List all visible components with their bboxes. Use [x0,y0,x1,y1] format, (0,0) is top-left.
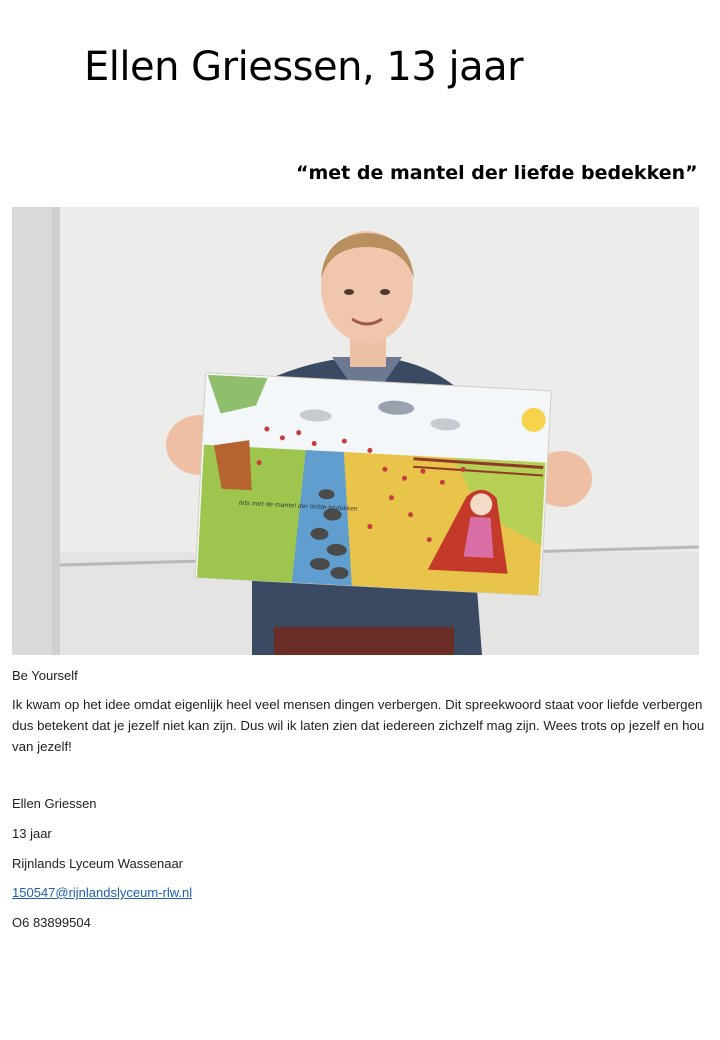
contact-email-link[interactable]: 150547@rijnlandslyceum-rlw.nl [12,885,193,900]
page-title: Ellen Griessen, 13 jaar [84,44,524,90]
contact-school: Rijnlands Lyceum Wassenaar [12,856,183,871]
proverb-subtitle: “met de mantel der liefde bedekken” [296,162,698,184]
section-heading: Be Yourself [12,668,78,683]
contact-phone: O6 83899504 [12,915,91,930]
body-paragraph: Ik kwam op het idee omdat eigenlijk heel veel mensen dingen verbergen. Dit spreekwoord staat voor liefde verbergen dus betekent dat je jezelf niet kan zijn. Dus wil ik laten zien dat iedereen zichzelf mag zijn. Wees trots op jezelf en hou van jezelf! [12,697,705,754]
drawing-caption: Iets met de mantel der liefde bedekken [238,499,358,513]
artwork-photo [12,207,699,655]
contact-name: Ellen Griessen [12,796,97,811]
contact-age: 13 jaar [12,826,52,841]
